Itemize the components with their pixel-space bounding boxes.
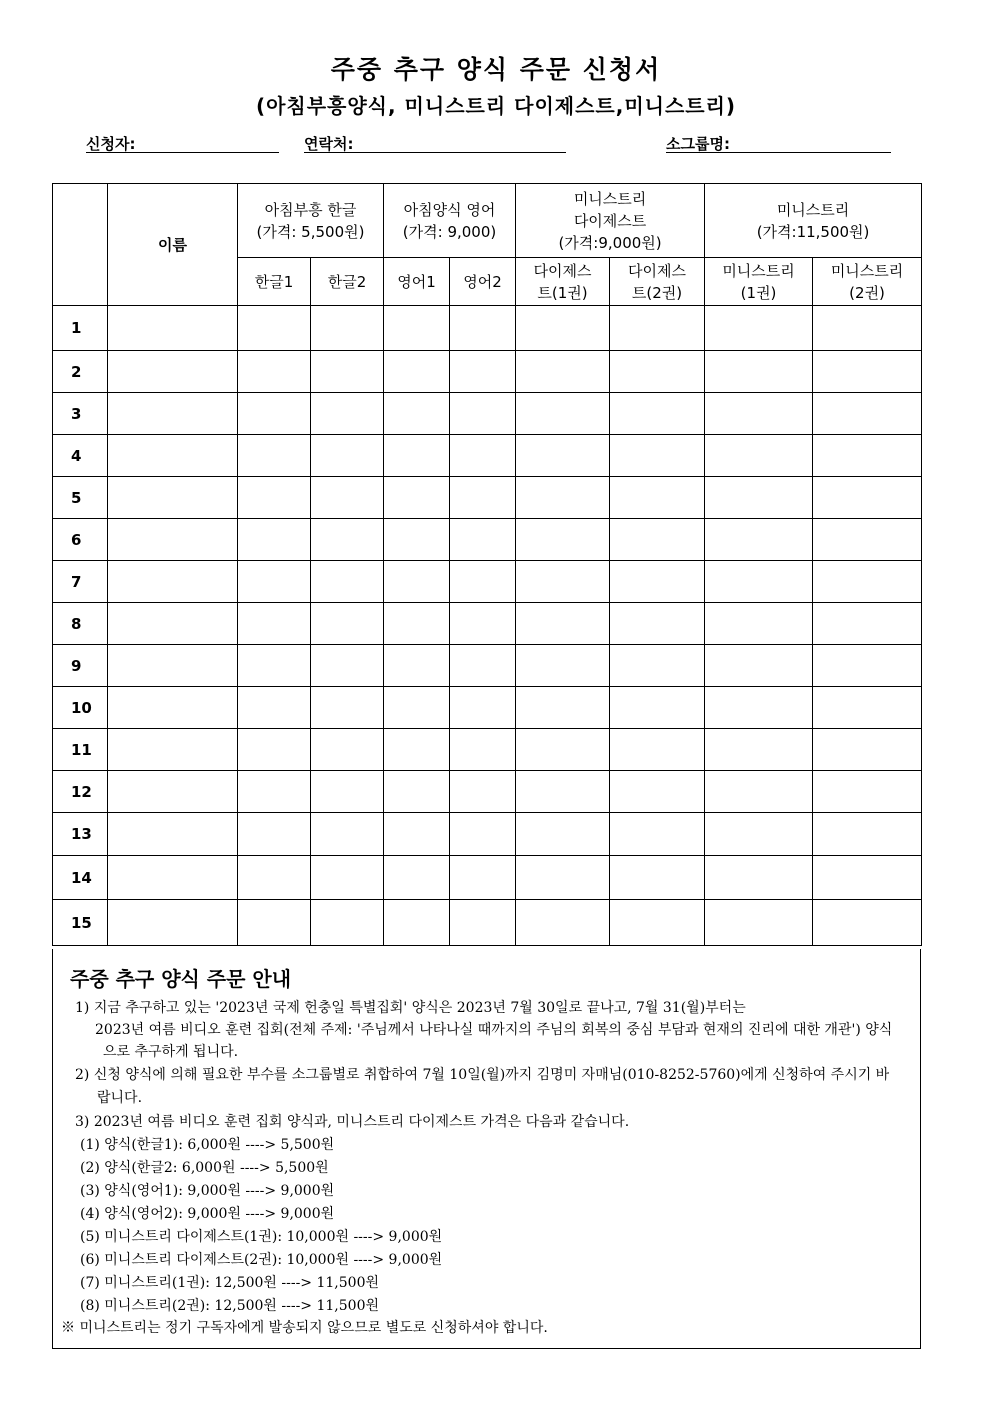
row-number: 1 <box>53 306 108 351</box>
quantity-cell[interactable] <box>450 351 516 393</box>
quantity-cell[interactable] <box>384 393 450 435</box>
name-cell[interactable] <box>108 813 238 856</box>
quantity-cell[interactable] <box>610 603 705 645</box>
quantity-cell[interactable] <box>610 393 705 435</box>
name-cell[interactable] <box>108 351 238 393</box>
price-item: (2) 양식(한글2: 6,000원 ----> 5,500원 <box>80 1160 329 1176</box>
quantity-cell[interactable] <box>311 645 384 687</box>
quantity-cell[interactable] <box>610 435 705 477</box>
price-item: (1) 양식(한글1): 6,000원 ----> 5,500원 <box>80 1137 335 1153</box>
applicant-line <box>86 152 279 153</box>
quantity-cell[interactable] <box>813 561 922 603</box>
quantity-cell[interactable] <box>610 306 705 351</box>
quantity-cell[interactable] <box>813 435 922 477</box>
quantity-cell[interactable] <box>610 813 705 856</box>
row-number: 11 <box>53 729 108 771</box>
price-item: (5) 미니스트리 다이제스트(1권): 10,000원 ----> 9,000원 <box>80 1229 443 1245</box>
quantity-cell[interactable] <box>610 561 705 603</box>
group-field[interactable] <box>666 133 730 154</box>
quantity-cell[interactable] <box>450 645 516 687</box>
quantity-cell[interactable] <box>384 813 450 856</box>
name-cell[interactable] <box>108 561 238 603</box>
contact-line <box>304 152 566 153</box>
row-number: 3 <box>53 393 108 435</box>
quantity-cell[interactable] <box>705 900 813 946</box>
name-cell[interactable] <box>108 477 238 519</box>
row-number: 9 <box>53 645 108 687</box>
name-header: 이름 <box>108 184 238 306</box>
name-cell[interactable] <box>108 435 238 477</box>
group-header-digest: 미니스트리 다이제스트 (가격:9,000원) <box>516 184 705 258</box>
quantity-cell[interactable] <box>311 351 384 393</box>
quantity-cell[interactable] <box>705 306 813 351</box>
name-cell[interactable] <box>108 393 238 435</box>
quantity-cell[interactable] <box>238 351 311 393</box>
subheader-digest1: 다이제스 트(1권) <box>516 258 610 306</box>
quantity-cell[interactable] <box>384 306 450 351</box>
table-row <box>53 856 922 900</box>
quantity-cell[interactable] <box>516 900 610 946</box>
subheader-ministry2: 미니스트리 (2권) <box>813 258 922 306</box>
quantity-cell[interactable] <box>238 306 311 351</box>
quantity-cell[interactable] <box>450 687 516 729</box>
quantity-cell[interactable] <box>450 561 516 603</box>
quantity-cell[interactable] <box>384 645 450 687</box>
quantity-cell[interactable] <box>238 519 311 561</box>
quantity-cell[interactable] <box>450 477 516 519</box>
quantity-cell[interactable] <box>311 477 384 519</box>
quantity-cell[interactable] <box>705 603 813 645</box>
table-row <box>53 771 922 813</box>
row-number: 15 <box>53 900 108 946</box>
quantity-cell[interactable] <box>705 856 813 900</box>
notice-footer: ※ 미니스트리는 정기 구독자에게 발송되지 않으므로 별도로 신청하셔야 합니다. <box>61 1320 548 1336</box>
quantity-cell[interactable] <box>450 435 516 477</box>
quantity-cell[interactable] <box>311 306 384 351</box>
quantity-cell[interactable] <box>238 687 311 729</box>
quantity-cell[interactable] <box>450 813 516 856</box>
quantity-cell[interactable] <box>238 477 311 519</box>
table-body <box>53 306 922 946</box>
price-item: (6) 미니스트리 다이제스트(2권): 10,000원 ----> 9,000원 <box>80 1252 443 1268</box>
row-number: 14 <box>53 856 108 900</box>
quantity-cell[interactable] <box>516 519 610 561</box>
notice-title: 주중 추구 양식 주문 안내 <box>70 967 292 991</box>
name-cell[interactable] <box>108 856 238 900</box>
name-cell[interactable] <box>108 900 238 946</box>
quantity-cell[interactable] <box>384 351 450 393</box>
quantity-cell[interactable] <box>238 856 311 900</box>
quantity-cell[interactable] <box>813 306 922 351</box>
quantity-cell[interactable] <box>516 687 610 729</box>
quantity-cell[interactable] <box>238 393 311 435</box>
table-row <box>53 393 922 435</box>
quantity-cell[interactable] <box>238 561 311 603</box>
quantity-cell[interactable] <box>450 856 516 900</box>
quantity-cell[interactable] <box>311 813 384 856</box>
group-line <box>666 152 891 153</box>
contact-label: 연락처: <box>304 135 354 153</box>
quantity-cell[interactable] <box>705 351 813 393</box>
applicant-field[interactable] <box>86 133 135 154</box>
row-number: 2 <box>53 351 108 393</box>
notice-item-1c: 으로 추구하게 됩니다. <box>103 1044 239 1060</box>
row-number: 10 <box>53 687 108 729</box>
notice-item-1: 1) 지금 추구하고 있는 '2023년 국제 헌충일 특별집회' 양식은 2023년 7월 30일로 끝나고, 7월 31(월)부터는 <box>75 1000 746 1016</box>
name-cell[interactable] <box>108 729 238 771</box>
quantity-cell[interactable] <box>311 519 384 561</box>
quantity-cell[interactable] <box>813 351 922 393</box>
subheader-english2: 영어2 <box>450 258 516 306</box>
quantity-cell[interactable] <box>813 771 922 813</box>
quantity-cell[interactable] <box>610 687 705 729</box>
group-header-english: 아침양식 영어 (가격: 9,000) <box>384 184 516 258</box>
subheader-korean1: 한글1 <box>238 258 311 306</box>
table-row <box>53 351 922 393</box>
quantity-cell[interactable] <box>705 729 813 771</box>
quantity-cell[interactable] <box>384 519 450 561</box>
quantity-cell[interactable] <box>516 393 610 435</box>
quantity-cell[interactable] <box>238 729 311 771</box>
quantity-cell[interactable] <box>450 900 516 946</box>
quantity-cell[interactable] <box>813 519 922 561</box>
table-row <box>53 561 922 603</box>
quantity-cell[interactable] <box>311 393 384 435</box>
subheader-korean2: 한글2 <box>311 258 384 306</box>
name-cell[interactable] <box>108 603 238 645</box>
quantity-cell[interactable] <box>238 435 311 477</box>
price-item: (7) 미니스트리(1권): 12,500원 ----> 11,500원 <box>80 1275 379 1291</box>
quantity-cell[interactable] <box>705 645 813 687</box>
quantity-cell[interactable] <box>705 687 813 729</box>
price-item: (8) 미니스트리(2권): 12,500원 ----> 11,500원 <box>80 1298 379 1314</box>
group-label: 소그룹명: <box>666 135 730 153</box>
quantity-cell[interactable] <box>311 603 384 645</box>
quantity-cell[interactable] <box>384 771 450 813</box>
price-item: (4) 양식(영어2): 9,000원 ----> 9,000원 <box>80 1206 335 1222</box>
quantity-cell[interactable] <box>705 519 813 561</box>
corner-cell <box>53 184 108 306</box>
notice-item-2b: 랍니다. <box>97 1090 143 1106</box>
quantity-cell[interactable] <box>813 477 922 519</box>
quantity-cell[interactable] <box>813 900 922 946</box>
quantity-cell[interactable] <box>238 900 311 946</box>
group-header-ministry: 미니스트리 (가격:11,500원) <box>705 184 922 258</box>
page-title: 주중 추구 양식 주문 신청서 <box>330 55 662 84</box>
notice-item-3: 3) 2023년 여름 비디오 훈련 집회 양식과, 미니스트리 다이제스트 가격은 다음과 같습니다. <box>75 1114 630 1130</box>
quantity-cell[interactable] <box>311 729 384 771</box>
quantity-cell[interactable] <box>516 603 610 645</box>
quantity-cell[interactable] <box>813 645 922 687</box>
quantity-cell[interactable] <box>384 603 450 645</box>
row-number: 6 <box>53 519 108 561</box>
table-row <box>53 813 922 856</box>
table-row <box>53 519 922 561</box>
quantity-cell[interactable] <box>450 306 516 351</box>
quantity-cell[interactable] <box>705 393 813 435</box>
quantity-cell[interactable] <box>516 813 610 856</box>
table-row <box>53 645 922 687</box>
quantity-cell[interactable] <box>311 435 384 477</box>
quantity-cell[interactable] <box>610 729 705 771</box>
table-row <box>53 477 922 519</box>
notice-box <box>52 949 921 1349</box>
notice-item-1b: 2023년 여름 비디오 훈련 집회(전체 주제: '주님께서 나타나실 때까지의 주님의 회복의 중심 부담과 현재의 진리에 대한 개관') 양식 <box>95 1022 893 1038</box>
quantity-cell[interactable] <box>384 687 450 729</box>
name-cell[interactable] <box>108 771 238 813</box>
quantity-cell[interactable] <box>384 856 450 900</box>
quantity-cell[interactable] <box>384 477 450 519</box>
quantity-cell[interactable] <box>813 729 922 771</box>
quantity-cell[interactable] <box>238 603 311 645</box>
quantity-cell[interactable] <box>610 351 705 393</box>
table-row <box>53 306 922 351</box>
quantity-cell[interactable] <box>813 856 922 900</box>
quantity-cell[interactable] <box>384 561 450 603</box>
page-subtitle: (아침부흥양식, 미니스트리 다이제스트,미니스트리) <box>255 94 737 118</box>
quantity-cell[interactable] <box>311 856 384 900</box>
quantity-cell[interactable] <box>450 393 516 435</box>
quantity-cell[interactable] <box>450 771 516 813</box>
quantity-cell[interactable] <box>610 477 705 519</box>
quantity-cell[interactable] <box>516 351 610 393</box>
quantity-cell[interactable] <box>705 813 813 856</box>
row-number: 7 <box>53 561 108 603</box>
quantity-cell[interactable] <box>311 561 384 603</box>
quantity-cell[interactable] <box>384 900 450 946</box>
table-row <box>53 435 922 477</box>
quantity-cell[interactable] <box>610 519 705 561</box>
subheader-digest2: 다이제스 트(2권) <box>610 258 705 306</box>
quantity-cell[interactable] <box>705 435 813 477</box>
quantity-cell[interactable] <box>516 771 610 813</box>
quantity-cell[interactable] <box>610 856 705 900</box>
quantity-cell[interactable] <box>238 813 311 856</box>
quantity-cell[interactable] <box>610 771 705 813</box>
quantity-cell[interactable] <box>450 519 516 561</box>
quantity-cell[interactable] <box>516 645 610 687</box>
quantity-cell[interactable] <box>516 306 610 351</box>
quantity-cell[interactable] <box>705 477 813 519</box>
row-number: 8 <box>53 603 108 645</box>
quantity-cell[interactable] <box>384 435 450 477</box>
group-header-korean: 아침부흥 한글 (가격: 5,500원) <box>238 184 384 258</box>
row-number: 5 <box>53 477 108 519</box>
quantity-cell[interactable] <box>238 771 311 813</box>
order-table <box>52 183 922 946</box>
quantity-cell[interactable] <box>516 435 610 477</box>
quantity-cell[interactable] <box>311 900 384 946</box>
notice-item-2: 2) 신청 양식에 의해 필요한 부수를 소그룹별로 취합하여 7월 10일(월)까지 김명미 자매님(010-8252-5760)에게 신청하여 주시기 바 <box>75 1067 890 1083</box>
price-item: (3) 양식(영어1): 9,000원 ----> 9,000원 <box>80 1183 335 1199</box>
quantity-cell[interactable] <box>450 729 516 771</box>
subheader-english1: 영어1 <box>384 258 450 306</box>
name-cell[interactable] <box>108 645 238 687</box>
quantity-cell[interactable] <box>705 561 813 603</box>
quantity-cell[interactable] <box>450 603 516 645</box>
quantity-cell[interactable] <box>610 645 705 687</box>
quantity-cell[interactable] <box>705 771 813 813</box>
quantity-cell[interactable] <box>311 687 384 729</box>
row-number: 12 <box>53 771 108 813</box>
quantity-cell[interactable] <box>813 687 922 729</box>
quantity-cell[interactable] <box>516 561 610 603</box>
name-cell[interactable] <box>108 306 238 351</box>
contact-field[interactable] <box>304 133 353 154</box>
row-number: 13 <box>53 813 108 856</box>
subheader-ministry1: 미니스트리 (1권) <box>705 258 813 306</box>
quantity-cell[interactable] <box>813 393 922 435</box>
quantity-cell[interactable] <box>238 645 311 687</box>
name-cell[interactable] <box>108 519 238 561</box>
table-row <box>53 729 922 771</box>
quantity-cell[interactable] <box>516 477 610 519</box>
quantity-cell[interactable] <box>813 813 922 856</box>
quantity-cell[interactable] <box>610 900 705 946</box>
quantity-cell[interactable] <box>516 856 610 900</box>
quantity-cell[interactable] <box>516 729 610 771</box>
quantity-cell[interactable] <box>813 603 922 645</box>
row-number: 4 <box>53 435 108 477</box>
table-row <box>53 603 922 645</box>
table-row <box>53 687 922 729</box>
table-row <box>53 900 922 946</box>
applicant-label: 신청자: <box>86 135 136 153</box>
name-cell[interactable] <box>108 687 238 729</box>
quantity-cell[interactable] <box>311 771 384 813</box>
quantity-cell[interactable] <box>384 729 450 771</box>
